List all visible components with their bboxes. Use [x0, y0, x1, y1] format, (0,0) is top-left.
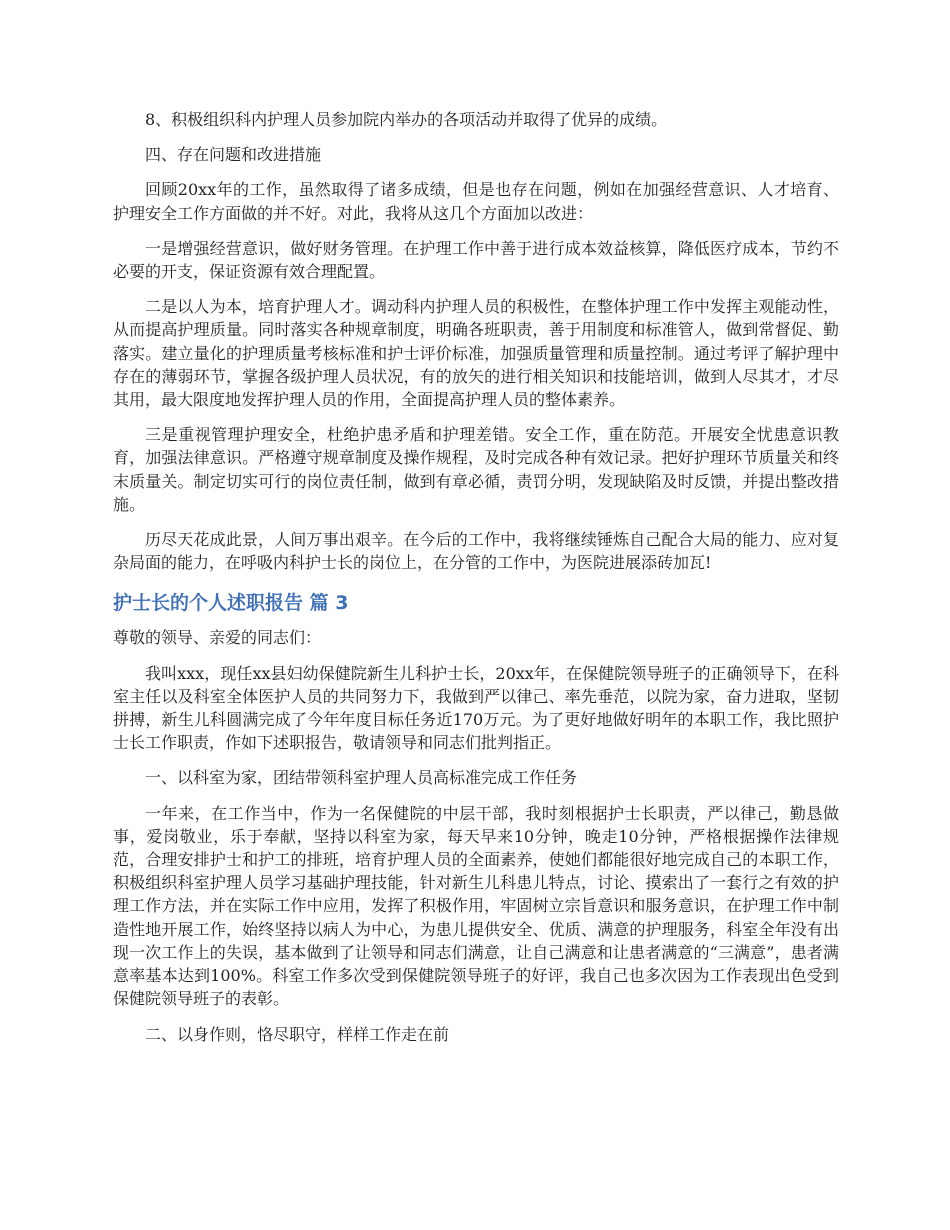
paragraph-point-1-body: 一年来，在工作当中，作为一名保健院的中层干部，我时刻根据护士长职责，严以律己，勤恳做事，爱岗敬业，乐于奉献，坚持以科室为家，每天早来10分钟，晚走10分钟，严格根据操作法律规范，合理安排护士和护工的排班，培育护理人员的全面素养，使她们都能很好地完成自己的本职工作，积极组织科室护理人员学习基础护理技能，针对新生儿科患儿特点，讨论、摸索出了一套行之有效的护理工作方法，并在实际工作中应用，发挥了积极作用，牢固树立宗旨意识和服务意识，在护理工作中制造性地开展工作，始终坚持以病人为中心，为患儿提供安全、优质、满意的护理服务，科室全年没有出现一次工作上的失误，基本做到了让领导和同志们满意，让自己满意和让患者满意的“三满意”，患者满意率基本达到100%。科室工作多次受到保健院领导班子的好评，我自己也多次因为工作表现出色受到保健院领导班子的表彰。	[113, 803, 839, 1009]
paragraph-third-improvement: 三是重视管理护理安全，杜绝护患矛盾和护理差错。安全工作，重在防范。开展安全忧患意识教育，加强法律意识。严格遵守规章制度及操作规程，及时完成各种有效记录。把好护理环节质量关和终末质量关。制定切实可行的岗位责任制，做到有章必循，责罚分明，发现缺陷及时反馈，并提出整改措施。	[113, 425, 839, 514]
section-title-problems: 四、存在问题和改进措施	[145, 145, 322, 165]
paragraph-first-improvement: 一是增强经营意识，做好财务管理。在护理工作中善于进行成本效益核算，降低医疗成本，节约不必要的开支，保证资源有效合理配置。	[113, 238, 839, 282]
report-heading-part-3: 护士长的个人述职报告 篇 3	[113, 592, 349, 615]
document-page	[113, 108, 839, 1058]
section-title-point-1: 一、以科室为家，团结带领科室护理人员高标准完成工作任务	[145, 768, 578, 788]
paragraph-item-8: 8、积极组织科内护理人员参加院内举办的各项活动并取得了优异的成绩。	[145, 110, 668, 129]
paragraph-closing: 历尽天花成此景，人间万事出艰辛。在今后的工作中，我将继续锤炼自己配合大局的能力、应对复杂局面的能力，在呼吸内科护士长的岗位上，在分管的工作中，为医院进展添砖加瓦!	[113, 530, 839, 573]
paragraph-second-improvement: 二是以人为本，培育护理人才。调动科内护理人员的积极性，在整体护理工作中发挥主观能动性，从而提高护理质量。同时落实各种规章制度，明确各班职责，善于用制度和标准管人，做到常督促、勤落实。建立量化的护理质量考核标准和护士评价标准，加强质量管理和质量控制。通过考评了解护理中存在的薄弱环节，掌握各级护理人员状况，有的放矢的进行相关知识和技能培训，做到人尽其才，才尽其用，最大限度地发挥护理人员的作用，全面提高护理人员的整体素养。	[113, 297, 839, 410]
paragraph-greeting: 尊敬的领导、亲爱的同志们：	[113, 628, 322, 648]
section-title-point-2: 二、以身作则，恪尽职守，样样工作走在前	[145, 1024, 450, 1044]
paragraph-intro: 我叫xxx，现任xx县妇幼保健院新生儿科护士长，20xx年，在保健院领导班子的正确领导下，在科室主任以及科室全体医护人员的共同努力下，我做到严以律己、率先垂范，以院为家，奋力进取，坚韧拼搏，新生儿科圆满完成了今年年度目标任务近170万元。为了更好地做好明年的本职工作，我比照护士长工作职责，作如下述职报告，敬请领导和同志们批判指正。	[113, 663, 839, 753]
paragraph-review: 回顾20xx年的工作，虽然取得了诸多成绩，但是也存在问题，例如在加强经营意识、人才培育、护理安全工作方面做的并不好。对此，我将从这几个方面加以改进：	[113, 180, 839, 223]
